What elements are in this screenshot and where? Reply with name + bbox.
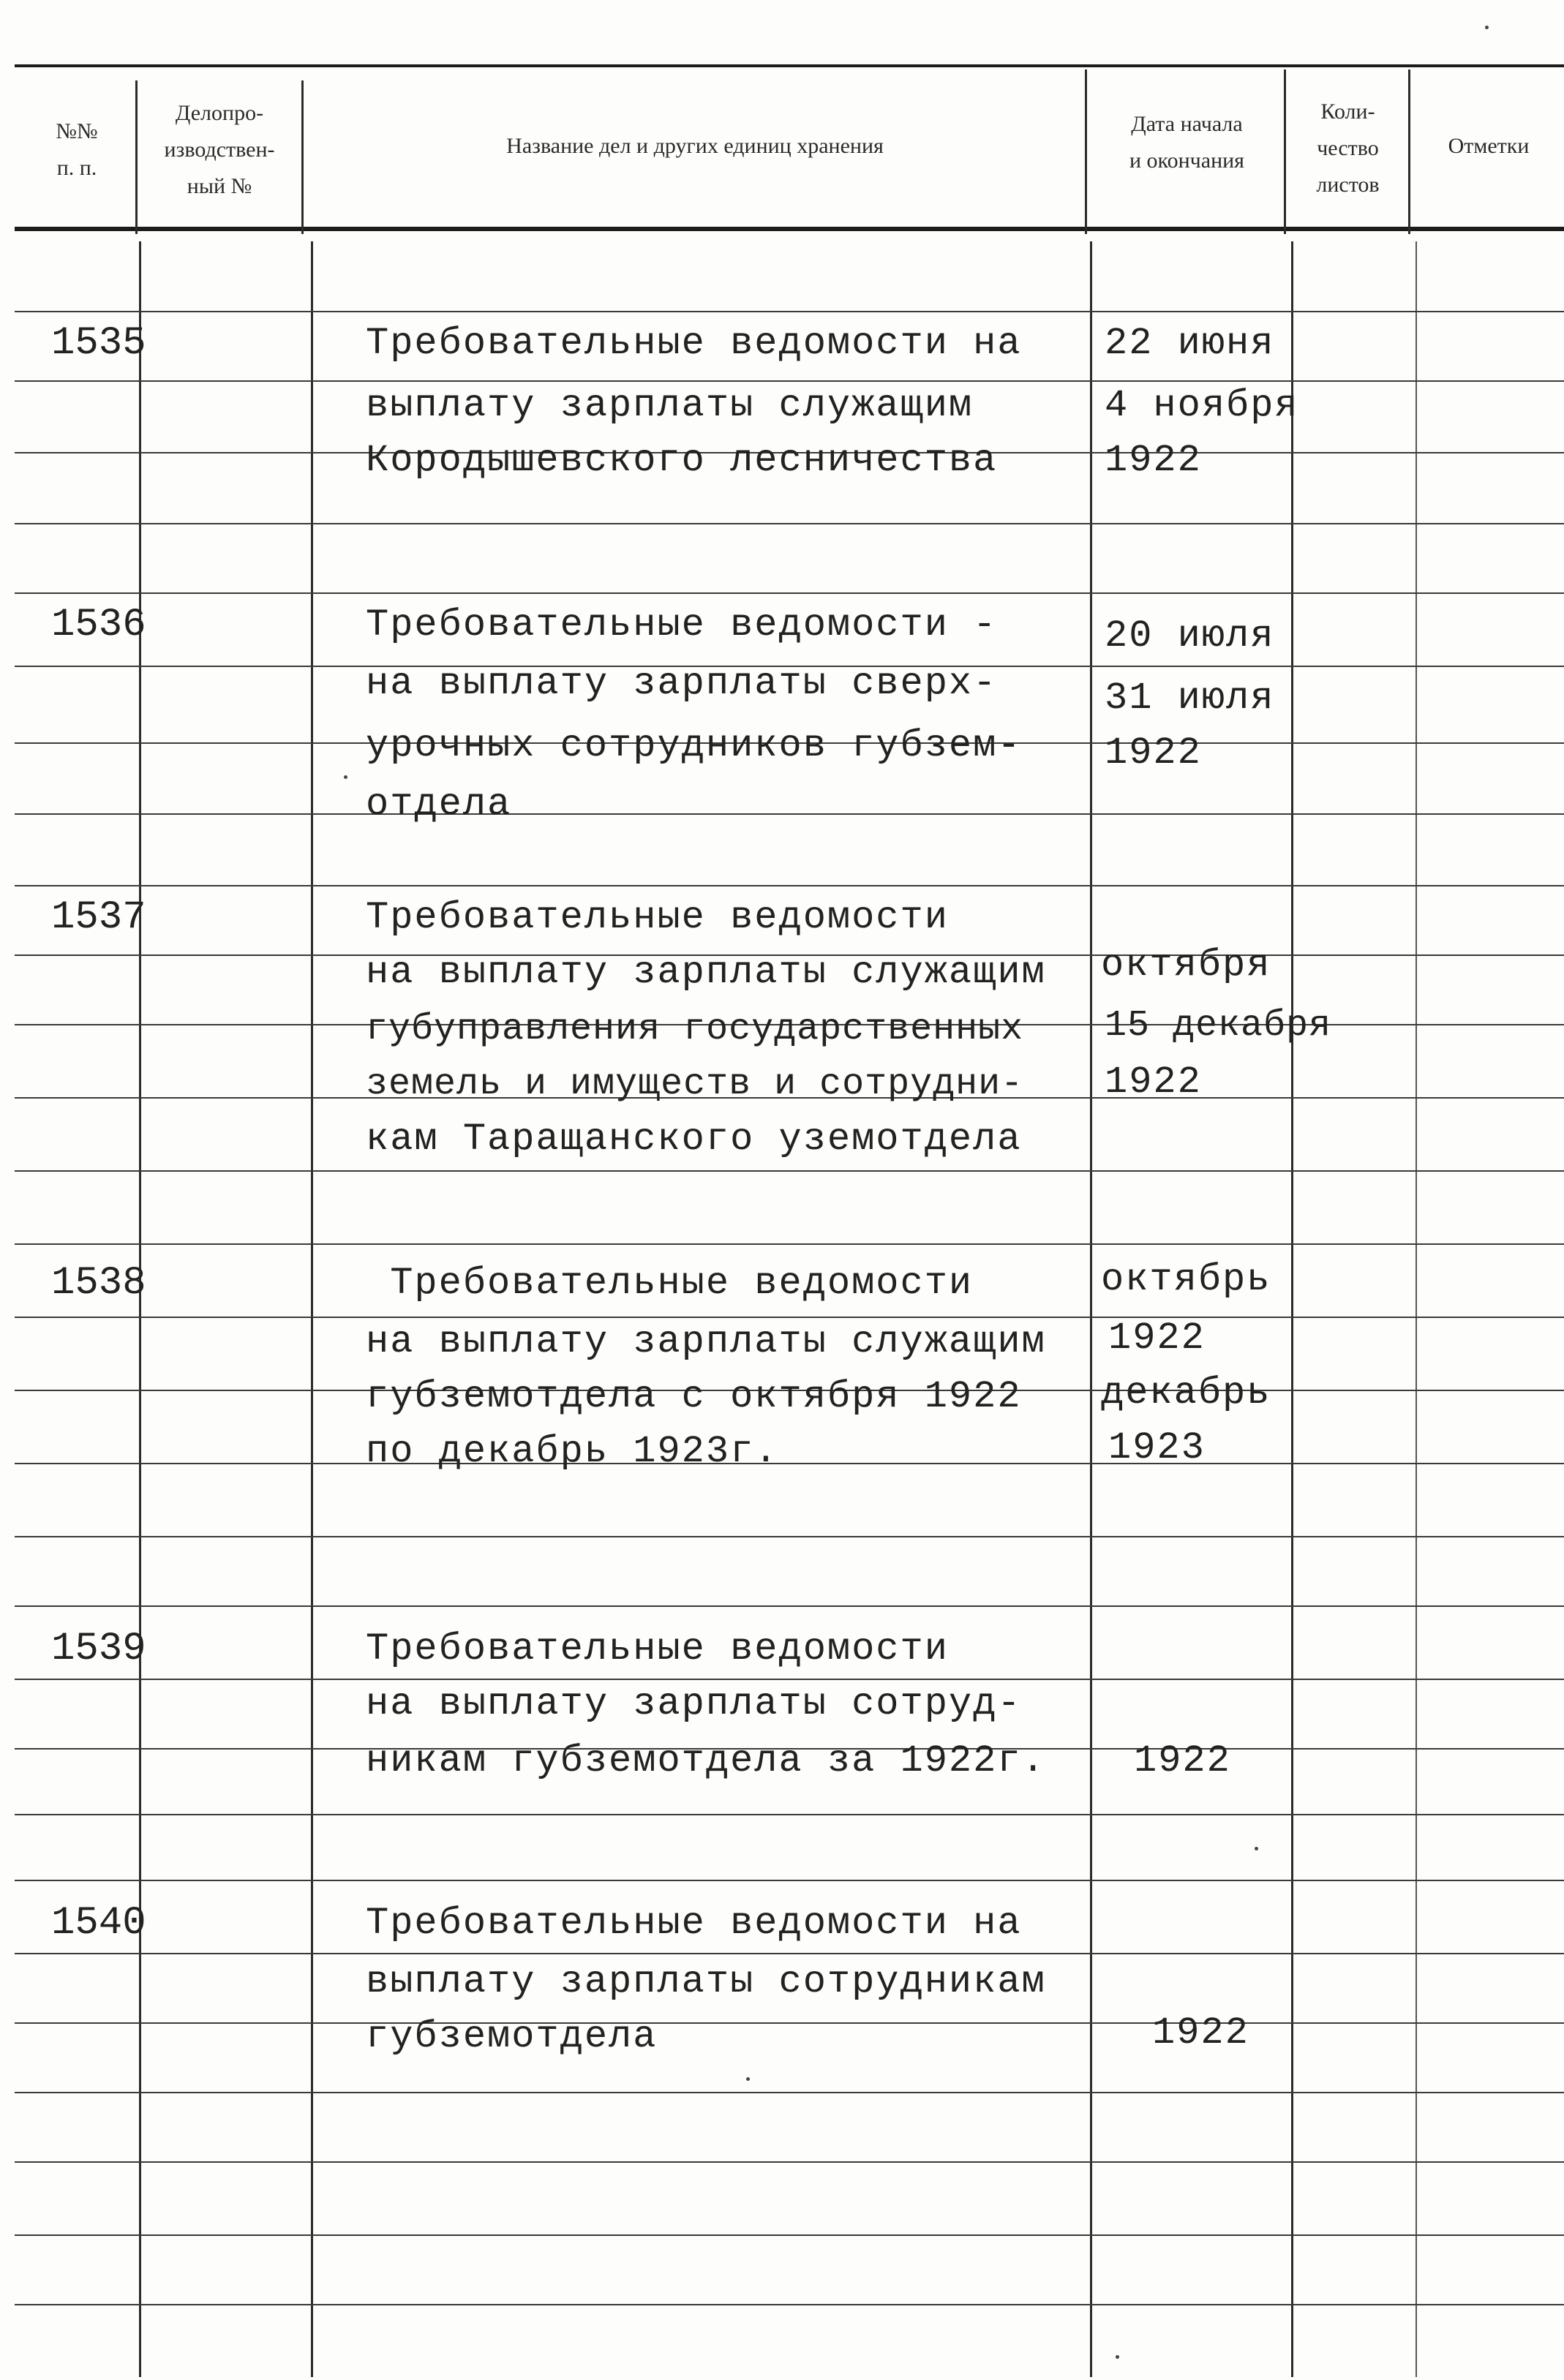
entry-title-line: Требовательные ведомости <box>366 1262 974 1305</box>
ruled-line <box>15 1605 1564 1607</box>
header-col-dates <box>1090 95 1284 190</box>
header-col-count-line3: листов <box>1316 172 1380 197</box>
entry-number: 1535 <box>51 321 146 366</box>
entry-date-line: 1922 <box>1105 439 1202 482</box>
ruled-line <box>15 2161 1564 2163</box>
header-col-dates-line1: Дата начала <box>1131 112 1243 136</box>
speck <box>344 775 347 779</box>
column-line-title <box>1090 241 1092 2377</box>
speck <box>746 2077 750 2081</box>
entry-number: 1536 <box>51 603 146 647</box>
entry-title-line: Требовательные ведомости на <box>366 1902 1022 1945</box>
header-col-office-number <box>139 80 300 219</box>
ruled-line <box>15 1679 1564 1680</box>
speck <box>1485 26 1489 29</box>
ruled-line <box>15 1170 1564 1172</box>
ruled-line <box>15 1953 1564 1954</box>
entry-title-line: Требовательные ведомости <box>366 896 949 939</box>
entry-title-line: урочных сотрудников губзем- <box>366 724 1022 767</box>
entry-number: 1539 <box>51 1627 146 1671</box>
ruled-line <box>15 1536 1564 1537</box>
header-col-office-line3: ный № <box>187 174 252 198</box>
entry-title-line: на выплату зарплаты служащим <box>366 951 1046 994</box>
header-col-office-line1: Делопро- <box>175 101 264 125</box>
header-col-dates-line2: и окончания <box>1129 148 1244 173</box>
ruled-line <box>15 380 1564 382</box>
header-divider-5 <box>1408 69 1410 234</box>
entry-date-line: 15 декабря <box>1105 1005 1332 1047</box>
entry-date-line: декабрь <box>1101 1371 1271 1415</box>
header-top-rule <box>15 64 1564 67</box>
entry-date-line: 20 июля <box>1105 614 1275 658</box>
entry-date-line: 22 июня <box>1105 322 1275 365</box>
header-col-number-line2: п. п. <box>56 156 97 180</box>
ruled-line <box>15 1243 1564 1245</box>
ruled-line <box>15 2092 1564 2093</box>
entry-title-line: выплату зарплаты служащим <box>366 384 974 427</box>
entry-title-line: отдела <box>366 783 512 826</box>
ruled-line <box>15 2304 1564 2305</box>
column-line-dates <box>1291 241 1293 2377</box>
entry-date-line: 1922 <box>1134 1739 1231 1782</box>
header-col-title: Название дел и других единиц хранения <box>506 134 884 158</box>
ruled-line <box>15 1880 1564 1881</box>
entry-title-line: на выплату зарплаты служащим <box>366 1320 1046 1363</box>
entry-title-line: Требовательные ведомости на <box>366 322 1022 365</box>
entry-number: 1537 <box>51 895 146 940</box>
entry-title-line: Требовательные ведомости <box>366 1627 949 1671</box>
entry-title-line: никам губземотдела за 1922г. <box>366 1739 1046 1782</box>
entry-title-line: губземотдела <box>366 2015 658 2058</box>
entry-date-line: 4 ноября <box>1105 384 1299 427</box>
column-line-number <box>139 241 141 2377</box>
header-col-number <box>22 102 132 197</box>
entry-date-line: 1922 <box>1152 2011 1249 2055</box>
entry-title-line: Требовательные ведомости - <box>366 603 998 647</box>
column-line-count <box>1416 241 1417 2377</box>
header-divider-4 <box>1284 69 1286 234</box>
entry-title-line: на выплату зарплаты сотруд- <box>366 1682 1022 1725</box>
entry-title-line: Кородышевского лесничества <box>366 439 998 482</box>
header-divider-3 <box>1085 69 1087 234</box>
entry-title-line: выплату зарплаты сотрудникам <box>366 1960 1046 2003</box>
ruled-line <box>15 1317 1564 1318</box>
entry-number: 1538 <box>51 1261 146 1306</box>
entry-date-line: 1923 <box>1108 1426 1206 1469</box>
entry-date-line: 1922 <box>1105 1061 1202 1104</box>
entry-title-line: губуправления государственных <box>366 1009 1024 1050</box>
ruled-line <box>15 2022 1564 2024</box>
header-col-number-line1: №№ <box>56 119 98 143</box>
header-col-count-line2: чество <box>1317 135 1379 160</box>
header-bottom-rule <box>15 227 1564 231</box>
ruled-line <box>15 592 1564 594</box>
column-line-office <box>311 241 313 2377</box>
header-col-notes: Отметки <box>1448 134 1530 158</box>
ruled-line <box>15 1814 1564 1815</box>
speck <box>1116 2355 1119 2359</box>
header-col-office-line2: изводствен- <box>164 138 275 162</box>
entry-title-line: губземотдела с октября 1922 <box>366 1375 1022 1418</box>
entry-title-line: на выплату зарплаты сверх- <box>366 662 998 705</box>
entry-title-line: кам Таращанского уземотдела <box>366 1118 1022 1161</box>
header-col-sheet-count <box>1287 84 1408 212</box>
entry-title-line: по декабрь 1923г. <box>366 1430 779 1473</box>
entry-date-line: 1922 <box>1108 1317 1206 1360</box>
ruled-line <box>15 813 1564 815</box>
entry-number: 1540 <box>51 1901 146 1946</box>
speck <box>1255 1847 1258 1850</box>
ruled-line <box>15 885 1564 886</box>
ruled-line <box>15 1463 1564 1464</box>
entry-date-line: 1922 <box>1105 731 1202 775</box>
entry-title-line: земель и имуществ и сотрудни- <box>366 1063 1024 1105</box>
entry-date-line: октября <box>1101 944 1271 987</box>
entry-date-line: 31 июля <box>1105 677 1275 720</box>
header-divider-1 <box>135 80 138 234</box>
ruled-line <box>15 311 1564 312</box>
header-divider-2 <box>301 80 304 234</box>
ruled-line <box>15 2234 1564 2236</box>
ruled-line <box>15 523 1564 524</box>
header-col-count-line1: Коли- <box>1320 99 1375 124</box>
entry-date-line: октябрь <box>1101 1258 1271 1301</box>
